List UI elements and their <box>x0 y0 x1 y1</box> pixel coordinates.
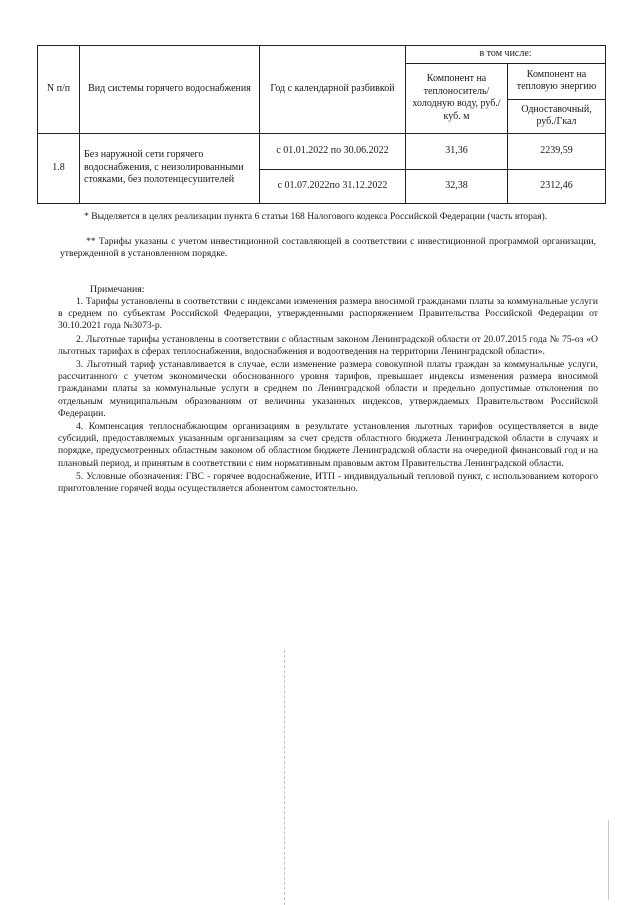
header-including: в том числе: <box>406 46 606 64</box>
table-row <box>38 133 606 169</box>
note-item: 5. Условные обозначения: ГВС - горячее водоснабжение, ИТП - индивидуальный тепловой пункт, с использованием которого приготовление горячей воды осуществляется абонентом самостоятельно. <box>58 470 598 495</box>
header-period: Год с календарной разбивкой <box>260 46 406 134</box>
header-num: N п/п <box>38 46 80 134</box>
row-energy-value: 2239,59 <box>508 133 606 169</box>
row-period: с 01.01.2022 по 30.06.2022 <box>260 133 406 169</box>
tariff-table <box>37 45 606 204</box>
notes-list <box>58 296 598 496</box>
header-single-rate: Одноставочный, руб./Гкал <box>508 99 606 133</box>
note-item: 2. Льготные тарифы установлены в соответствии с областным законом Ленинградской области от 20.07.2015 года № 75-оз «О льготных тарифах в сферах теплоснабжения, водоснабжения и водоотведения на территории Ленинградской области». <box>58 333 598 357</box>
footnote-vat: * Выделяется в целях реализации пункта 6 статьи 168 Налогового кодекса Российской Федерации (часть вторая). <box>84 211 548 222</box>
header-system: Вид системы горячего водоснабжения <box>80 46 260 134</box>
row-num: 1.8 <box>38 133 80 203</box>
header-component-water: Компонент на теплоноситель/холодную воду, руб./куб. м <box>406 63 508 133</box>
footnote-investment: ** Тарифы указаны с учетом инвестиционной составляющей в соответствии с инвестиционной программой организации, утвержденной в установленном порядке. <box>60 236 596 260</box>
scan-edge-line <box>608 820 609 900</box>
row-system: Без наружной сети горячего водоснабжения, с неизолированными стояками, без полотенцесушителей <box>80 133 260 203</box>
row-period: с 01.07.2022по 31.12.2022 <box>260 169 406 203</box>
notes-title: Примечания: <box>90 284 145 295</box>
note-item: 4. Компенсация теплоснабжающим организациям в результате установления льготных тарифов осуществляется в виде субсидий, предоставляемых указанным организациям за счет средств областного бюджета Ленинградской области в случаях и порядке, предусмотренных областным законом об областном бюджете Ленинградской области на очередной финансовый год и на плановый период, и принятым в соответствии с ним нормативным правовым актом Правительства Ленинградской области. <box>58 421 598 469</box>
row-water-value: 32,38 <box>406 169 508 203</box>
header-component-energy: Компонент на тепловую энергию <box>508 63 606 99</box>
note-item: 1. Тарифы установлены в соответствии с индексами изменения размера вносимой гражданами платы за коммунальные услуги в среднем по субъектам Российской Федерации, утвержденными распоряжением Правительства Российской Федерации от 30.10.2021 года №3073-р. <box>58 296 598 332</box>
note-item: 3. Льготный тариф устанавливается в случае, если изменение размера совокупной платы граждан за коммунальные услуги, рассчитанного с учетом экономически обоснованного уровня тарифов, превышает индексы изменения размера вносимой гражданами платы за коммунальные услуги в среднем по Ленинградской области и предельно допустимые отклонения по отдельным муниципальным образованиям от величины указанных индексов, утверждаемых Правительством Российской Федерации. <box>58 359 598 419</box>
table-header-row <box>38 46 606 64</box>
row-energy-value: 2312,46 <box>508 169 606 203</box>
scan-fold-line <box>284 650 285 905</box>
row-water-value: 31,36 <box>406 133 508 169</box>
